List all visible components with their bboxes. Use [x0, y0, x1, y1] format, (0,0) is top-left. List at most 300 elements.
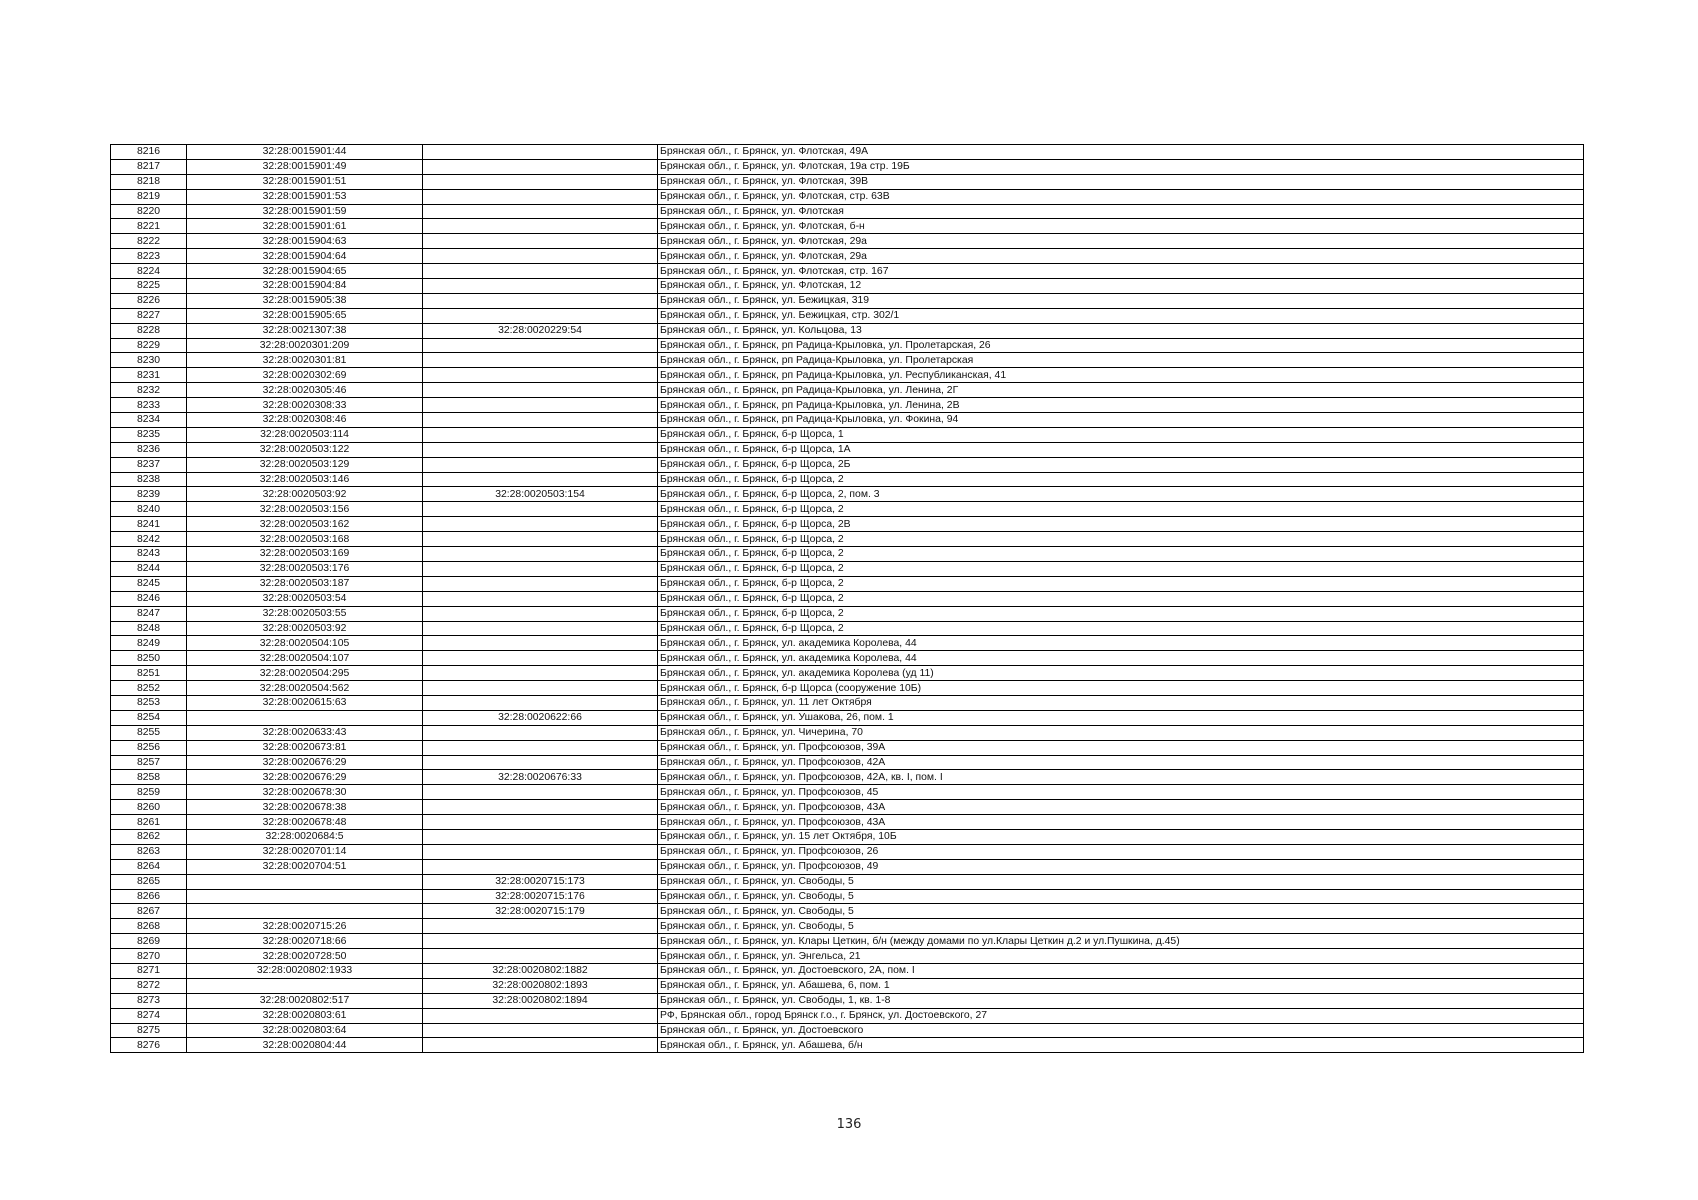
- row-number-cell: 8234: [111, 413, 187, 428]
- linked-cadastral-number-cell: [423, 606, 658, 621]
- table-row: [111, 934, 1584, 949]
- cadastral-number-cell: 32:28:0020718:66: [187, 934, 423, 949]
- linked-cadastral-number-cell: [423, 457, 658, 472]
- linked-cadastral-number-cell: 32:28:0020715:173: [423, 874, 658, 889]
- row-number-cell: 8275: [111, 1023, 187, 1038]
- cadastral-number-cell: 32:28:0020803:64: [187, 1023, 423, 1038]
- row-number-cell: 8245: [111, 576, 187, 591]
- row-number-cell: 8227: [111, 308, 187, 323]
- row-number-cell: 8251: [111, 666, 187, 681]
- row-number-cell: 8273: [111, 993, 187, 1008]
- address-cell: Брянская обл., г. Брянск, б-р Щорса (сооружение 10Б): [658, 681, 1584, 696]
- row-number-cell: 8262: [111, 829, 187, 844]
- table-row: [111, 1038, 1584, 1053]
- row-number-cell: 8253: [111, 695, 187, 710]
- cadastral-number-cell: 32:28:0020503:92: [187, 621, 423, 636]
- linked-cadastral-number-cell: [423, 755, 658, 770]
- table-row: [111, 919, 1584, 934]
- table-row: [111, 472, 1584, 487]
- linked-cadastral-number-cell: [423, 159, 658, 174]
- row-number-cell: 8223: [111, 249, 187, 264]
- cadastral-number-cell: 32:28:0015904:64: [187, 249, 423, 264]
- address-cell: Брянская обл., г. Брянск, б-р Щорса, 2: [658, 591, 1584, 606]
- row-number-cell: 8257: [111, 755, 187, 770]
- table-row: [111, 264, 1584, 279]
- cadastral-number-cell: 32:28:0020308:46: [187, 413, 423, 428]
- address-cell: Брянская обл., г. Брянск, ул. Профсоюзов, 39А: [658, 740, 1584, 755]
- address-cell: Брянская обл., г. Брянск, рп Радица-Крыловка, ул. Ленина, 2В: [658, 398, 1584, 413]
- table-row: [111, 904, 1584, 919]
- table-row: [111, 413, 1584, 428]
- row-number-cell: 8229: [111, 338, 187, 353]
- linked-cadastral-number-cell: [423, 532, 658, 547]
- row-number-cell: 8236: [111, 442, 187, 457]
- table-row: [111, 547, 1584, 562]
- row-number-cell: 8239: [111, 487, 187, 502]
- table-row: [111, 949, 1584, 964]
- address-cell: Брянская обл., г. Брянск, ул. Флотская, стр. 167: [658, 264, 1584, 279]
- linked-cadastral-number-cell: [423, 353, 658, 368]
- row-number-cell: 8237: [111, 457, 187, 472]
- linked-cadastral-number-cell: [423, 949, 658, 964]
- table-row: [111, 323, 1584, 338]
- table-row: [111, 844, 1584, 859]
- address-cell: Брянская обл., г. Брянск, б-р Щорса, 2: [658, 532, 1584, 547]
- cadastral-number-cell: 32:28:0020673:81: [187, 740, 423, 755]
- cadastral-number-cell: 32:28:0020301:209: [187, 338, 423, 353]
- cadastral-number-cell: 32:28:0020503:114: [187, 427, 423, 442]
- cadastral-number-cell: 32:28:0020504:105: [187, 636, 423, 651]
- linked-cadastral-number-cell: [423, 725, 658, 740]
- table-row: [111, 338, 1584, 353]
- linked-cadastral-number-cell: 32:28:0020229:54: [423, 323, 658, 338]
- cadastral-number-cell: 32:28:0020503:176: [187, 561, 423, 576]
- table-row: [111, 829, 1584, 844]
- cadastral-number-cell: 32:28:0020503:129: [187, 457, 423, 472]
- address-cell: Брянская обл., г. Брянск, ул. Абашева, 6, пом. 1: [658, 978, 1584, 993]
- table-row: [111, 681, 1584, 696]
- cadastral-table: [110, 144, 1584, 1053]
- address-cell: РФ, Брянская обл., город Брянск г.о., г. Брянск, ул. Достоевского, 27: [658, 1008, 1584, 1023]
- cadastral-number-cell: 32:28:0020802:517: [187, 993, 423, 1008]
- address-cell: Брянская обл., г. Брянск, ул. Свободы, 5: [658, 874, 1584, 889]
- address-cell: Брянская обл., г. Брянск, ул. Флотская, 39В: [658, 174, 1584, 189]
- table-row: [111, 606, 1584, 621]
- table-row: [111, 978, 1584, 993]
- table-row: [111, 785, 1584, 800]
- table-row: [111, 234, 1584, 249]
- row-number-cell: 8233: [111, 398, 187, 413]
- linked-cadastral-number-cell: 32:28:0020622:66: [423, 710, 658, 725]
- row-number-cell: 8228: [111, 323, 187, 338]
- address-cell: Брянская обл., г. Брянск, ул. Свободы, 5: [658, 889, 1584, 904]
- table-row: [111, 1023, 1584, 1038]
- table-row: [111, 666, 1584, 681]
- address-cell: Брянская обл., г. Брянск, ул. Достоевского: [658, 1023, 1584, 1038]
- table-row: [111, 502, 1584, 517]
- address-cell: Брянская обл., г. Брянск, ул. Абашева, б/н: [658, 1038, 1584, 1053]
- row-number-cell: 8226: [111, 293, 187, 308]
- address-cell: Брянская обл., г. Брянск, ул. Достоевского, 2А, пом. I: [658, 963, 1584, 978]
- table-row: [111, 517, 1584, 532]
- cadastral-number-cell: 32:28:0015901:61: [187, 219, 423, 234]
- table-row: [111, 993, 1584, 1008]
- address-cell: Брянская обл., г. Брянск, б-р Щорса, 2: [658, 606, 1584, 621]
- cadastral-number-cell: 32:28:0020715:26: [187, 919, 423, 934]
- address-cell: Брянская обл., г. Брянск, ул. 11 лет Октября: [658, 695, 1584, 710]
- linked-cadastral-number-cell: [423, 398, 658, 413]
- address-cell: Брянская обл., г. Брянск, ул. академика Королева, 44: [658, 636, 1584, 651]
- linked-cadastral-number-cell: [423, 413, 658, 428]
- address-cell: Брянская обл., г. Брянск, ул. Профсоюзов, 43А: [658, 815, 1584, 830]
- row-number-cell: 8221: [111, 219, 187, 234]
- address-cell: Брянская обл., г. Брянск, рп Радица-Крыловка, ул. Пролетарская: [658, 353, 1584, 368]
- linked-cadastral-number-cell: [423, 621, 658, 636]
- cadastral-number-cell: 32:28:0020728:50: [187, 949, 423, 964]
- cadastral-number-cell: 32:28:0020804:44: [187, 1038, 423, 1053]
- table-row: [111, 204, 1584, 219]
- row-number-cell: 8252: [111, 681, 187, 696]
- address-cell: Брянская обл., г. Брянск, ул. Профсоюзов, 42А: [658, 755, 1584, 770]
- address-cell: Брянская обл., г. Брянск, рп Радица-Крыловка, ул. Фокина, 94: [658, 413, 1584, 428]
- cadastral-number-cell: 32:28:0015901:44: [187, 145, 423, 160]
- row-number-cell: 8276: [111, 1038, 187, 1053]
- linked-cadastral-number-cell: [423, 338, 658, 353]
- address-cell: Брянская обл., г. Брянск, б-р Щорса, 2, пом. 3: [658, 487, 1584, 502]
- linked-cadastral-number-cell: [423, 695, 658, 710]
- row-number-cell: 8264: [111, 859, 187, 874]
- cadastral-number-cell: [187, 874, 423, 889]
- table-row: [111, 353, 1584, 368]
- cadastral-number-cell: 32:28:0020503:156: [187, 502, 423, 517]
- linked-cadastral-number-cell: [423, 174, 658, 189]
- cadastral-number-cell: 32:28:0020504:295: [187, 666, 423, 681]
- address-cell: Брянская обл., г. Брянск, ул. Флотская, стр. 63В: [658, 189, 1584, 204]
- table-row: [111, 532, 1584, 547]
- address-cell: Брянская обл., г. Брянск, ул. Свободы, 5: [658, 904, 1584, 919]
- linked-cadastral-number-cell: 32:28:0020715:179: [423, 904, 658, 919]
- address-cell: Брянская обл., г. Брянск, рп Радица-Крыловка, ул. Пролетарская, 26: [658, 338, 1584, 353]
- row-number-cell: 8269: [111, 934, 187, 949]
- cadastral-number-cell: 32:28:0020678:30: [187, 785, 423, 800]
- cadastral-number-cell: 32:28:0020803:61: [187, 1008, 423, 1023]
- table-row: [111, 398, 1584, 413]
- row-number-cell: 8241: [111, 517, 187, 532]
- row-number-cell: 8235: [111, 427, 187, 442]
- row-number-cell: 8266: [111, 889, 187, 904]
- row-number-cell: 8260: [111, 800, 187, 815]
- cadastral-number-cell: 32:28:0020305:46: [187, 383, 423, 398]
- linked-cadastral-number-cell: [423, 189, 658, 204]
- address-cell: Брянская обл., г. Брянск, б-р Щорса, 2Б: [658, 457, 1584, 472]
- linked-cadastral-number-cell: 32:28:0020715:176: [423, 889, 658, 904]
- row-number-cell: 8217: [111, 159, 187, 174]
- cadastral-number-cell: 32:28:0015901:53: [187, 189, 423, 204]
- cadastral-number-cell: 32:28:0020678:48: [187, 815, 423, 830]
- row-number-cell: 8271: [111, 963, 187, 978]
- cadastral-number-cell: 32:28:0020503:54: [187, 591, 423, 606]
- cadastral-number-cell: 32:28:0020802:1933: [187, 963, 423, 978]
- table-row: [111, 770, 1584, 785]
- linked-cadastral-number-cell: [423, 561, 658, 576]
- linked-cadastral-number-cell: 32:28:0020503:154: [423, 487, 658, 502]
- row-number-cell: 8216: [111, 145, 187, 160]
- linked-cadastral-number-cell: [423, 844, 658, 859]
- cadastral-number-cell: 32:28:0020503:92: [187, 487, 423, 502]
- linked-cadastral-number-cell: [423, 264, 658, 279]
- linked-cadastral-number-cell: [423, 815, 658, 830]
- address-cell: Брянская обл., г. Брянск, б-р Щорса, 2: [658, 502, 1584, 517]
- row-number-cell: 8256: [111, 740, 187, 755]
- cadastral-number-cell: 32:28:0020503:55: [187, 606, 423, 621]
- address-cell: Брянская обл., г. Брянск, ул. Флотская, б-н: [658, 219, 1584, 234]
- page-number: 136: [836, 1117, 862, 1132]
- row-number-cell: 8250: [111, 651, 187, 666]
- linked-cadastral-number-cell: [423, 383, 658, 398]
- linked-cadastral-number-cell: [423, 472, 658, 487]
- cadastral-number-cell: 32:28:0020615:63: [187, 695, 423, 710]
- address-cell: Брянская обл., г. Брянск, ул. Чичерина, 70: [658, 725, 1584, 740]
- cadastral-number-cell: [187, 889, 423, 904]
- address-cell: Брянская обл., г. Брянск, ул. Флотская, 12: [658, 279, 1584, 294]
- row-number-cell: 8263: [111, 844, 187, 859]
- table-row: [111, 427, 1584, 442]
- address-cell: Брянская обл., г. Брянск, ул. академика Королева, 44: [658, 651, 1584, 666]
- table-row: [111, 159, 1584, 174]
- cadastral-number-cell: 32:28:0020503:162: [187, 517, 423, 532]
- linked-cadastral-number-cell: [423, 1008, 658, 1023]
- linked-cadastral-number-cell: [423, 279, 658, 294]
- row-number-cell: 8268: [111, 919, 187, 934]
- row-number-cell: 8258: [111, 770, 187, 785]
- address-cell: Брянская обл., г. Брянск, ул. Флотская, 29а: [658, 234, 1584, 249]
- table-row: [111, 308, 1584, 323]
- table-row: [111, 859, 1584, 874]
- table-row: [111, 249, 1584, 264]
- linked-cadastral-number-cell: [423, 591, 658, 606]
- address-cell: Брянская обл., г. Брянск, б-р Щорса, 2: [658, 547, 1584, 562]
- cadastral-number-cell: 32:28:0020503:168: [187, 532, 423, 547]
- address-cell: Брянская обл., г. Брянск, рп Радица-Крыловка, ул. Республиканская, 41: [658, 368, 1584, 383]
- row-number-cell: 8230: [111, 353, 187, 368]
- cadastral-number-cell: 32:28:0020633:43: [187, 725, 423, 740]
- row-number-cell: 8231: [111, 368, 187, 383]
- linked-cadastral-number-cell: [423, 681, 658, 696]
- table-body: [111, 145, 1584, 1053]
- linked-cadastral-number-cell: [423, 502, 658, 517]
- table-row: [111, 279, 1584, 294]
- address-cell: Брянская обл., г. Брянск, ул. Бежицкая, стр. 302/1: [658, 308, 1584, 323]
- table-row: [111, 576, 1584, 591]
- cadastral-number-cell: 32:28:0015904:84: [187, 279, 423, 294]
- table-row: [111, 874, 1584, 889]
- row-number-cell: 8255: [111, 725, 187, 740]
- row-number-cell: 8240: [111, 502, 187, 517]
- table-row: [111, 636, 1584, 651]
- address-cell: Брянская обл., г. Брянск, б-р Щорса, 2: [658, 561, 1584, 576]
- linked-cadastral-number-cell: [423, 517, 658, 532]
- row-number-cell: 8218: [111, 174, 187, 189]
- address-cell: Брянская обл., г. Брянск, ул. Профсоюзов, 45: [658, 785, 1584, 800]
- cadastral-number-cell: 32:28:0020701:14: [187, 844, 423, 859]
- table-row: [111, 963, 1584, 978]
- address-cell: Брянская обл., г. Брянск, ул. Флотская, 49А: [658, 145, 1584, 160]
- linked-cadastral-number-cell: [423, 740, 658, 755]
- address-cell: Брянская обл., г. Брянск, ул. Флотская, 29а: [658, 249, 1584, 264]
- table-row: [111, 457, 1584, 472]
- cadastral-number-cell: 32:28:0020504:107: [187, 651, 423, 666]
- table-row: [111, 740, 1584, 755]
- cadastral-number-cell: [187, 904, 423, 919]
- table-row: [111, 710, 1584, 725]
- row-number-cell: 8224: [111, 264, 187, 279]
- cadastral-number-cell: 32:28:0015901:59: [187, 204, 423, 219]
- row-number-cell: 8232: [111, 383, 187, 398]
- address-cell: Брянская обл., г. Брянск, ул. Энгельса, 21: [658, 949, 1584, 964]
- cadastral-number-cell: 32:28:0015901:51: [187, 174, 423, 189]
- row-number-cell: 8259: [111, 785, 187, 800]
- table-row: [111, 695, 1584, 710]
- cadastral-number-cell: 32:28:0020503:122: [187, 442, 423, 457]
- table-row: [111, 293, 1584, 308]
- linked-cadastral-number-cell: [423, 636, 658, 651]
- linked-cadastral-number-cell: [423, 368, 658, 383]
- address-cell: Брянская обл., г. Брянск, ул. Ушакова, 26, пом. 1: [658, 710, 1584, 725]
- row-number-cell: 8261: [111, 815, 187, 830]
- cadastral-number-cell: 32:28:0020504:562: [187, 681, 423, 696]
- cadastral-number-cell: 32:28:0020704:51: [187, 859, 423, 874]
- cadastral-number-cell: 32:28:0020302:69: [187, 368, 423, 383]
- table-row: [111, 1008, 1584, 1023]
- row-number-cell: 8220: [111, 204, 187, 219]
- cadastral-number-cell: 32:28:0021307:38: [187, 323, 423, 338]
- cadastral-number-cell: 32:28:0020503:146: [187, 472, 423, 487]
- table-row: [111, 889, 1584, 904]
- cadastral-number-cell: 32:28:0015901:49: [187, 159, 423, 174]
- cadastral-number-cell: 32:28:0020308:33: [187, 398, 423, 413]
- cadastral-number-cell: 32:28:0020301:81: [187, 353, 423, 368]
- table-row: [111, 561, 1584, 576]
- address-cell: Брянская обл., г. Брянск, ул. Флотская: [658, 204, 1584, 219]
- address-cell: Брянская обл., г. Брянск, ул. Флотская, 19а стр. 19Б: [658, 159, 1584, 174]
- linked-cadastral-number-cell: [423, 934, 658, 949]
- linked-cadastral-number-cell: [423, 234, 658, 249]
- address-cell: Брянская обл., г. Брянск, ул. Профсоюзов, 26: [658, 844, 1584, 859]
- linked-cadastral-number-cell: 32:28:0020802:1894: [423, 993, 658, 1008]
- address-cell: Брянская обл., г. Брянск, б-р Щорса, 1: [658, 427, 1584, 442]
- address-cell: Брянская обл., г. Брянск, б-р Щорса, 1А: [658, 442, 1584, 457]
- address-cell: Брянская обл., г. Брянск, б-р Щорса, 2: [658, 472, 1584, 487]
- linked-cadastral-number-cell: [423, 1023, 658, 1038]
- row-number-cell: 8274: [111, 1008, 187, 1023]
- table-row: [111, 219, 1584, 234]
- linked-cadastral-number-cell: [423, 666, 658, 681]
- linked-cadastral-number-cell: [423, 204, 658, 219]
- cadastral-number-cell: 32:28:0020676:29: [187, 770, 423, 785]
- cadastral-number-cell: 32:28:0020503:187: [187, 576, 423, 591]
- cadastral-number-cell: [187, 978, 423, 993]
- cadastral-number-cell: 32:28:0015905:65: [187, 308, 423, 323]
- address-cell: Брянская обл., г. Брянск, ул. академика Королева (уд 11): [658, 666, 1584, 681]
- address-cell: Брянская обл., г. Брянск, ул. Клары Цеткин, б/н (между домами по ул.Клары Цеткин д.2 и ул.Пушкина, д.45): [658, 934, 1584, 949]
- table-row: [111, 591, 1584, 606]
- cadastral-number-cell: 32:28:0015904:63: [187, 234, 423, 249]
- table-row: [111, 800, 1584, 815]
- linked-cadastral-number-cell: 32:28:0020802:1882: [423, 963, 658, 978]
- linked-cadastral-number-cell: [423, 249, 658, 264]
- row-number-cell: 8254: [111, 710, 187, 725]
- linked-cadastral-number-cell: [423, 293, 658, 308]
- row-number-cell: 8222: [111, 234, 187, 249]
- linked-cadastral-number-cell: [423, 547, 658, 562]
- row-number-cell: 8249: [111, 636, 187, 651]
- linked-cadastral-number-cell: [423, 576, 658, 591]
- cadastral-number-cell: 32:28:0020678:38: [187, 800, 423, 815]
- table-row: [111, 174, 1584, 189]
- row-number-cell: 8246: [111, 591, 187, 606]
- address-cell: Брянская обл., г. Брянск, б-р Щорса, 2В: [658, 517, 1584, 532]
- row-number-cell: 8242: [111, 532, 187, 547]
- row-number-cell: 8265: [111, 874, 187, 889]
- row-number-cell: 8270: [111, 949, 187, 964]
- cadastral-number-cell: 32:28:0020503:169: [187, 547, 423, 562]
- linked-cadastral-number-cell: [423, 427, 658, 442]
- table-row: [111, 383, 1584, 398]
- address-cell: Брянская обл., г. Брянск, ул. Профсоюзов, 43А: [658, 800, 1584, 815]
- linked-cadastral-number-cell: [423, 859, 658, 874]
- linked-cadastral-number-cell: [423, 919, 658, 934]
- linked-cadastral-number-cell: [423, 219, 658, 234]
- linked-cadastral-number-cell: [423, 442, 658, 457]
- cadastral-number-cell: 32:28:0015904:65: [187, 264, 423, 279]
- table-row: [111, 442, 1584, 457]
- address-cell: Брянская обл., г. Брянск, ул. 15 лет Октября, 10Б: [658, 829, 1584, 844]
- row-number-cell: 8243: [111, 547, 187, 562]
- address-cell: Брянская обл., г. Брянск, ул. Свободы, 5: [658, 919, 1584, 934]
- address-cell: Брянская обл., г. Брянск, ул. Бежицкая, 319: [658, 293, 1584, 308]
- address-cell: Брянская обл., г. Брянск, ул. Кольцова, 13: [658, 323, 1584, 338]
- address-cell: Брянская обл., г. Брянск, ул. Профсоюзов, 49: [658, 859, 1584, 874]
- table-row: [111, 621, 1584, 636]
- row-number-cell: 8238: [111, 472, 187, 487]
- address-cell: Брянская обл., г. Брянск, б-р Щорса, 2: [658, 621, 1584, 636]
- linked-cadastral-number-cell: [423, 1038, 658, 1053]
- table-row: [111, 725, 1584, 740]
- row-number-cell: 8272: [111, 978, 187, 993]
- cadastral-number-cell: [187, 710, 423, 725]
- row-number-cell: 8267: [111, 904, 187, 919]
- row-number-cell: 8247: [111, 606, 187, 621]
- address-cell: Брянская обл., г. Брянск, ул. Профсоюзов, 42А, кв. I, пом. I: [658, 770, 1584, 785]
- linked-cadastral-number-cell: [423, 800, 658, 815]
- linked-cadastral-number-cell: 32:28:0020676:33: [423, 770, 658, 785]
- linked-cadastral-number-cell: [423, 829, 658, 844]
- linked-cadastral-number-cell: [423, 651, 658, 666]
- table-row: [111, 145, 1584, 160]
- cadastral-number-cell: 32:28:0020684:5: [187, 829, 423, 844]
- table-row: [111, 368, 1584, 383]
- table-row: [111, 815, 1584, 830]
- cadastral-number-cell: 32:28:0020676:29: [187, 755, 423, 770]
- cadastral-number-cell: 32:28:0015905:38: [187, 293, 423, 308]
- table-row: [111, 189, 1584, 204]
- table-row: [111, 487, 1584, 502]
- row-number-cell: 8225: [111, 279, 187, 294]
- address-cell: Брянская обл., г. Брянск, ул. Свободы, 1, кв. 1-8: [658, 993, 1584, 1008]
- row-number-cell: 8248: [111, 621, 187, 636]
- linked-cadastral-number-cell: [423, 308, 658, 323]
- linked-cadastral-number-cell: 32:28:0020802:1893: [423, 978, 658, 993]
